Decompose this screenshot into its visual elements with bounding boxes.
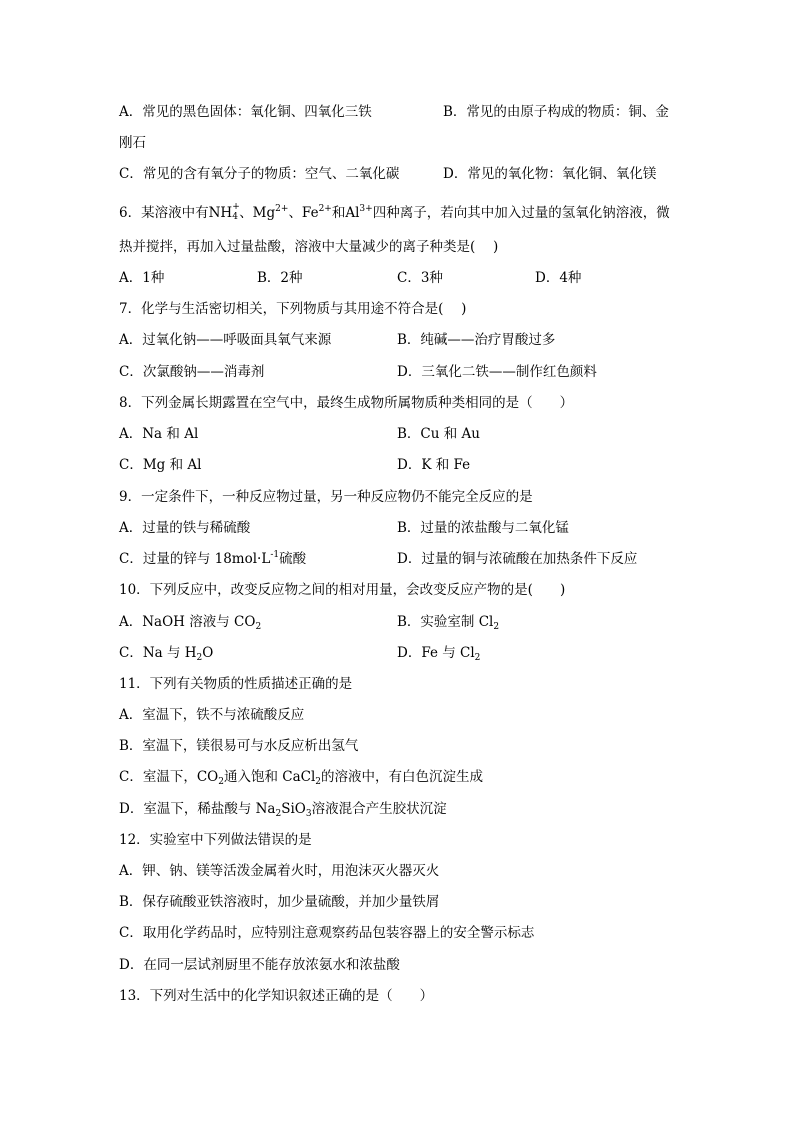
ammonium-subscript: 4 [232, 212, 238, 222]
al-ion: 和Al [331, 205, 360, 221]
ammonium-formula [208, 202, 240, 223]
q12-option-c: C．取用化学药品时，应特别注意观察药品包装容器上的安全警示标志 [119, 925, 535, 941]
q10-option-a [119, 612, 261, 632]
q10-option-c-text: C．Na 与 H [119, 645, 197, 661]
q9-option-a: A．过量的铁与稀硫酸 [119, 520, 251, 536]
q9-option-d: D．过量的铜与浓硫酸在加热条件下反应 [397, 551, 638, 567]
q6-stem-text: 6．某溶液中有 [119, 205, 209, 221]
q6-option-c: C．3种 [397, 270, 443, 286]
unit-exponent: -1 [270, 550, 280, 560]
q11-option-c [119, 767, 483, 787]
q5-option-c: C．常见的含有氧分子的物质：空气、二氧化碳 [119, 166, 400, 182]
q6-stem [119, 203, 670, 223]
q7-stem: 7．化学与生活密切相关，下列物质与其用途不符合是( ) [119, 301, 467, 317]
fe-ion: 、Fe [288, 205, 319, 221]
q10-option-c [119, 643, 213, 663]
q10-option-c-rest: O [202, 645, 214, 661]
subscript: 2 [315, 777, 322, 787]
q9-option-c [119, 549, 306, 569]
q5-option-b-continued: 刚石 [119, 135, 146, 151]
q5-option-d: D．常见的氧化物：氧化铜、氧化镁 [443, 166, 657, 182]
subscript: 2 [493, 622, 500, 632]
subscript: 2 [275, 809, 282, 819]
q10-option-b [397, 612, 499, 632]
ammonium-charge: + [232, 202, 240, 212]
q10-option-b-text: B．实验室制 Cl [397, 614, 494, 630]
q7-option-d: D．三氧化二铁——制作红色颜料 [397, 364, 597, 380]
q8-stem: 8．下列金属长期露置在空气中，最终生成物所属物质种类相同的是（ ） [119, 395, 574, 411]
ammonium-symbol: NH [208, 205, 233, 221]
q10-option-a-text: A．NaOH 溶液与 CO [119, 614, 256, 630]
q6-option-b: B．2种 [257, 270, 303, 286]
q5-option-b: B．常见的由原子构成的物质：铜、金 [443, 104, 669, 120]
q11-stem: 11．下列有关物质的性质描述正确的是 [119, 676, 353, 692]
q11-option-d-text: D．室温下，稀盐酸与 Na [119, 801, 276, 817]
subscript: 2 [474, 653, 481, 663]
q10-stem: 10．下列反应中，改变反应物之间的相对用量，会改变反应产物的是( ) [119, 582, 566, 598]
fe-charge: 2+ [318, 204, 332, 214]
q12-option-d: D．在同一层试剂厨里不能存放浓氨水和浓盐酸 [119, 957, 400, 973]
q8-option-b: B．Cu 和 Au [397, 426, 480, 442]
q11-option-a: A．室温下，铁不与浓硫酸反应 [119, 707, 305, 723]
q7-option-c: C．次氯酸钠——消毒剂 [119, 364, 265, 380]
q12-option-a: A．钾、钠、镁等活泼金属着火时，用泡沫灭火器灭火 [119, 863, 440, 879]
q11-option-b: B．室温下，镁很易可与水反应析出氢气 [119, 738, 359, 754]
q6-option-d: D．4种 [535, 270, 582, 286]
subscript: 3 [305, 809, 312, 819]
q9-option-c-text: C．过量的锌与 18mol·L [119, 551, 271, 567]
q10-option-d-text: D．Fe 与 Cl [397, 645, 475, 661]
mg-charge: 2+ [275, 204, 289, 214]
mg-ion: 、Mg [239, 205, 276, 221]
q11-option-c-rest: 的溶液中，有白色沉淀生成 [321, 769, 484, 785]
q8-option-c: C．Mg 和 Al [119, 457, 202, 473]
q9-option-c-rest: 硫酸 [279, 551, 307, 567]
q10-option-d [397, 643, 480, 663]
q6-stem-line2: 热并搅拌，再加入过量盐酸，溶液中大量减少的离子种类是( ) [119, 239, 499, 255]
q12-stem: 12．实验室中下列做法错误的是 [119, 832, 312, 848]
q11-option-d [119, 799, 447, 819]
subscript: 2 [196, 653, 203, 663]
q8-option-d: D．K 和 Fe [397, 457, 471, 473]
q6-stem-rest: 四种离子，若向其中加入过量的氢氧化钠溶液，微 [372, 205, 670, 221]
q9-option-b: B．过量的浓盐酸与二氧化锰 [397, 520, 569, 536]
q11-option-d-rest: 溶液混合产生胶状沉淀 [311, 801, 447, 817]
q12-option-b: B．保存硫酸亚铁溶液时，加少量硫酸，并加少量铁屑 [119, 894, 440, 910]
q6-option-a: A．1种 [119, 270, 165, 286]
q8-option-a: A．Na 和 Al [119, 426, 199, 442]
q11-option-d-mid: SiO [281, 801, 306, 817]
q9-stem: 9．一定条件下，一种反应物过量，另一种反应物仍不能完全反应的是 [119, 489, 533, 505]
al-charge: 3+ [359, 204, 373, 214]
subscript: 2 [255, 622, 262, 632]
q5-option-a: A．常见的黑色固体：氧化铜、四氧化三铁 [119, 104, 372, 120]
q13-stem: 13．下列对生活中的化学知识叙述正确的是（ ） [119, 988, 434, 1004]
q11-option-c-text: C．室温下，CO [119, 769, 219, 785]
q7-option-a: A．过氧化钠——呼吸面具氧气来源 [119, 332, 332, 348]
q11-option-c-mid: 通入饱和 CaCl [223, 769, 316, 785]
subscript: 2 [218, 777, 224, 787]
q7-option-b: B．纯碱——治疗胃酸过多 [397, 332, 556, 348]
